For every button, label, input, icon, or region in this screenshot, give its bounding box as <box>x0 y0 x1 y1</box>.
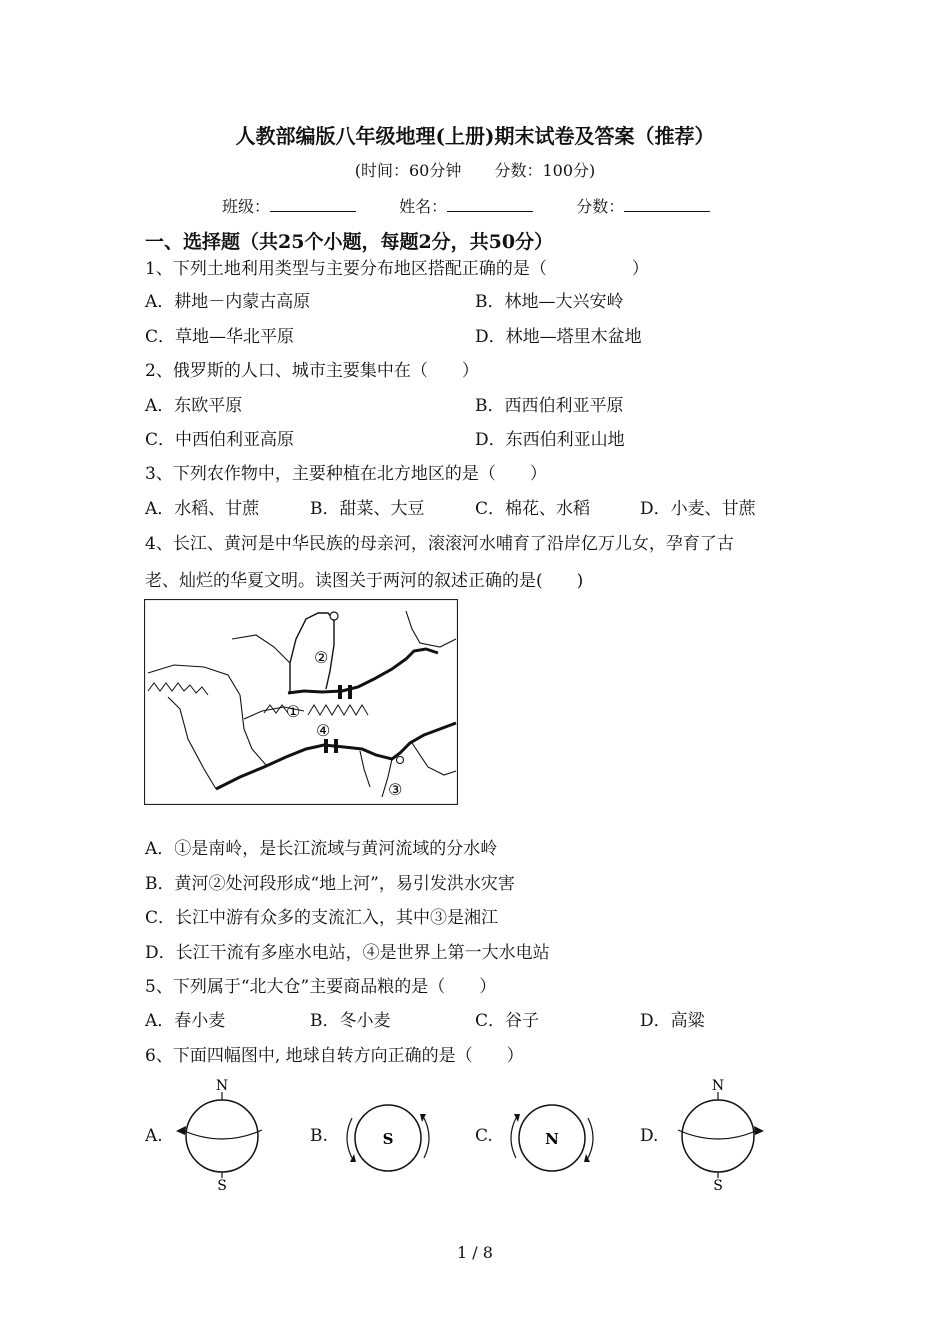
question-1-stem: 1、下列土地利用类型与主要分布地区搭配正确的是（ ） <box>145 259 649 279</box>
class-field[interactable] <box>222 194 356 217</box>
globe-b-south-pole-view[interactable] <box>338 1096 438 1176</box>
question-5-option-b[interactable]: B．冬小麦 <box>310 1011 391 1031</box>
question-3-option-c[interactable]: C．棉花、水稻 <box>475 499 591 519</box>
page-number: 1 / 8 <box>457 1243 493 1262</box>
name-label: 姓名： <box>399 197 448 216</box>
question-6-option-b[interactable]: B. <box>310 1126 328 1146</box>
question-5-option-a[interactable]: A．春小麦 <box>145 1011 226 1031</box>
exam-time: (时间：60分钟 <box>354 161 462 180</box>
name-blank[interactable] <box>447 197 533 212</box>
question-5-option-d[interactable]: D．高粱 <box>640 1011 705 1031</box>
question-6-option-a[interactable]: A. <box>145 1126 163 1146</box>
question-4-option-d[interactable]: D．长江干流有多座水电站，④是世界上第一大水电站 <box>145 943 550 963</box>
question-1-option-d[interactable]: D．林地—塔里木盆地 <box>475 327 642 347</box>
globe-c-north-pole-view[interactable] <box>502 1096 602 1176</box>
question-1-option-b[interactable]: B．林地—大兴安岭 <box>475 292 624 312</box>
map-city-marker <box>330 612 338 620</box>
map-label-2: ② <box>314 648 329 667</box>
question-4-option-a[interactable]: A．①是南岭，是长江流域与黄河流域的分水岭 <box>145 839 498 859</box>
question-4-option-c[interactable]: C．长江中游有众多的支流汇入，其中③是湘江 <box>145 908 499 928</box>
score-label: 分数： <box>576 197 625 216</box>
question-3-stem: 3、下列农作物中，主要种植在北方地区的是（ ） <box>145 464 547 484</box>
north-label: N <box>215 1078 229 1094</box>
score-field[interactable] <box>576 194 710 217</box>
north-pole-label: N <box>545 1130 559 1148</box>
map-city-marker <box>397 757 404 764</box>
question-4-stem-line-2: 老、灿烂的华夏文明。读图关于两河的叙述正确的是( ) <box>145 571 584 591</box>
rotation-arrow-icon <box>754 1126 764 1135</box>
rivers-map <box>144 599 458 805</box>
name-field[interactable] <box>399 194 533 217</box>
question-3-option-a[interactable]: A．水稻、甘蔗 <box>145 499 260 519</box>
exam-total-score: 分数：100分) <box>494 161 596 180</box>
south-pole-label: S <box>382 1130 394 1148</box>
class-blank[interactable] <box>270 197 356 212</box>
section-heading: 一、选择题（共25个小题，每题2分，共50分） <box>145 231 554 253</box>
page-title: 人教部编版八年级地理(上册)期末试卷及答案（推荐） <box>235 124 715 148</box>
question-2-option-d[interactable]: D．东西伯利亚山地 <box>475 430 625 450</box>
south-label: S <box>217 1178 227 1190</box>
map-label-1: ① <box>286 702 301 721</box>
south-label: S <box>713 1178 723 1190</box>
question-4-stem-line-1: 4、长江、黄河是中华民族的母亲河，滚滚河水哺育了沿岸亿万儿女，孕育了古 <box>145 534 734 554</box>
map-label-4: ④ <box>316 721 331 740</box>
student-info-fields <box>222 194 748 217</box>
exam-meta <box>0 158 950 181</box>
rotation-arrow-icon <box>176 1126 186 1135</box>
question-5-stem: 5、下列属于“北大仓”主要商品粮的是（ ） <box>145 977 497 997</box>
class-label: 班级： <box>222 197 271 216</box>
question-2-option-a[interactable]: A．东欧平原 <box>145 396 243 416</box>
question-3-option-d[interactable]: D．小麦、甘蔗 <box>640 499 756 519</box>
map-label-3: ③ <box>388 780 403 799</box>
question-6-stem: 6、下面四幅图中, 地球自转方向正确的是（ ） <box>145 1046 524 1066</box>
question-2-option-c[interactable]: C．中西伯利亚高原 <box>145 430 295 450</box>
globe-a-side-view[interactable] <box>172 1074 272 1190</box>
question-4-option-b[interactable]: B．黄河②处河段形成“地上河”，易引发洪水灾害 <box>145 874 515 894</box>
question-6-option-d[interactable]: D. <box>640 1126 659 1146</box>
question-2-option-b[interactable]: B．西西伯利亚平原 <box>475 396 624 416</box>
question-1-option-c[interactable]: C．草地—华北平原 <box>145 327 295 347</box>
globe-d-side-view[interactable] <box>668 1074 768 1190</box>
question-1-option-a[interactable]: A．耕地－内蒙古高原 <box>145 292 311 312</box>
north-label: N <box>711 1078 725 1094</box>
score-blank[interactable] <box>624 197 710 212</box>
question-6-option-c[interactable]: C. <box>475 1126 493 1146</box>
question-2-stem: 2、俄罗斯的人口、城市主要集中在（ ） <box>145 361 479 381</box>
question-5-option-c[interactable]: C．谷子 <box>475 1011 540 1031</box>
question-3-option-b[interactable]: B．甜菜、大豆 <box>310 499 425 519</box>
